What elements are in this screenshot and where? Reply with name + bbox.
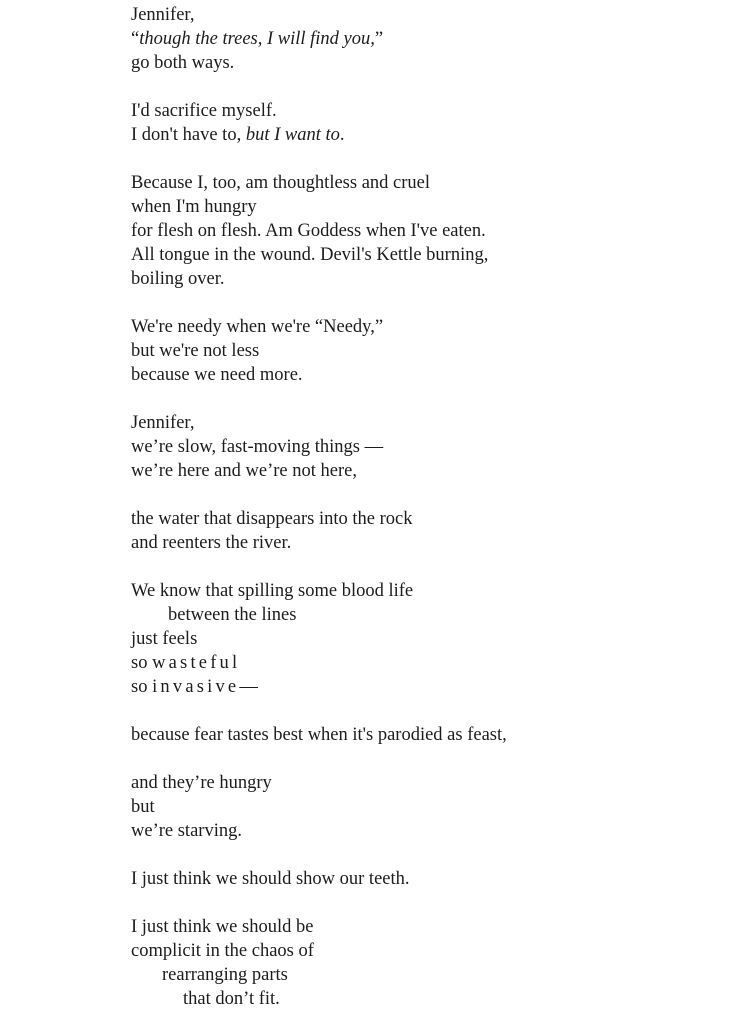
stanza-8 (131, 723, 721, 747)
poem-line (131, 123, 721, 147)
poem-line: but we're not less (131, 341, 260, 361)
line-text: I don't have to, (131, 125, 246, 145)
poem-line: Because I, too, am thoughtless and cruel (131, 173, 430, 193)
open-quote: “ (131, 29, 140, 49)
poem-line: Jennifer, (131, 413, 195, 433)
stanza-6 (131, 507, 721, 555)
poem-line-indented: between the lines (168, 605, 297, 625)
em-dash: — (239, 677, 258, 697)
stanza-2 (131, 99, 721, 147)
stanza-11 (131, 915, 721, 1011)
spaced-word: wasteful (152, 653, 241, 673)
italic-phrase: though the trees, I will find you, (139, 29, 375, 49)
poem-line: because fear tastes best when it's parodied as feast, (131, 725, 507, 745)
poem-line: because we need more. (131, 365, 303, 385)
italic-phrase: but I want to (245, 125, 340, 145)
poem-line: I just think we should be (131, 917, 314, 937)
close-quote: ” (374, 29, 384, 49)
poem-line (131, 27, 721, 51)
poem-line (131, 651, 721, 675)
stanza-4 (131, 315, 721, 387)
stanza-3 (131, 171, 721, 291)
line-prefix: so (131, 653, 153, 673)
poem-line: the water that disappears into the rock (131, 509, 413, 529)
line-prefix: so (131, 677, 153, 697)
stanza-7 (131, 579, 721, 699)
poem-line: we’re starving. (131, 821, 242, 841)
spaced-word: invasive (152, 677, 240, 697)
poem-line: Jennifer, (131, 5, 195, 25)
poem-line: boiling over. (131, 269, 225, 289)
poem-line-indented: rearranging parts (162, 965, 288, 985)
poem-line: when I'm hungry (131, 197, 257, 217)
poem-line: I'd sacrifice myself. (131, 101, 277, 121)
line-end: . (339, 125, 345, 145)
poem-body (131, 3, 721, 1035)
stanza-5 (131, 411, 721, 483)
poem-line: We're needy when we're “Needy,” (131, 317, 384, 337)
poem-line-indented: that don’t fit. (183, 989, 280, 1009)
poem-line: and they’re hungry (131, 773, 272, 793)
poem-line: and reenters the river. (131, 533, 292, 553)
poem-line: We know that spilling some blood life (131, 581, 414, 601)
poem-line (131, 675, 721, 699)
poem-line: I just think we should show our teeth. (131, 869, 410, 889)
stanza-1 (131, 3, 721, 75)
poem-line: go both ways. (131, 53, 235, 73)
poem-line: All tongue in the wound. Devil's Kettle burning, (131, 245, 489, 265)
poem-line: we’re here and we’re not here, (131, 461, 357, 481)
poem-line: just feels (131, 629, 198, 649)
poem-line: complicit in the chaos of (131, 941, 314, 961)
stanza-10 (131, 867, 721, 891)
poem-line: but (131, 797, 155, 817)
stanza-9 (131, 771, 721, 843)
poem-line: we’re slow, fast-moving things — (131, 437, 384, 457)
poem-line: for flesh on flesh. Am Goddess when I've eaten. (131, 221, 486, 241)
